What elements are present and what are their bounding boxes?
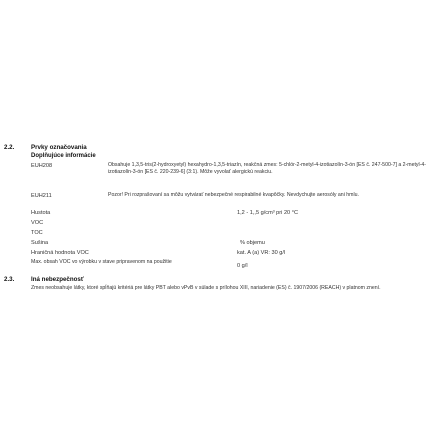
property-label-hranicna-hodnota-voc: Hraničná hodnota VOC [31,250,89,256]
section-2-3-text: Zmes neobsahuje látky, ktoré spĺňajú kritériá pre látky PBT alebo vPvB v súlade s prílohou XIII, nariadenie (ES) č. 1907/2006 (REACH) v platnom znení. [31,285,381,291]
property-value-hustota: 1,2 - 1,,5 g/cm³ pri 20 °C [237,210,298,216]
section-2-3-number: 2.3. [4,276,15,283]
section-2-3-title: Iná nebezpečnosť [31,276,84,283]
property-label-toc: TOC [31,230,43,236]
section-2-2-title: Prvky označovania [31,144,87,151]
property-label-hustota: Hustota [31,210,51,216]
property-value-max-obsah-voc: 0 g/l [237,263,248,269]
property-label-voc: VOC [31,220,44,226]
property-label-max-obsah-voc: Max. obsah VOC vo výrobku v stave pripravenom na použitie [31,259,172,265]
euh211-code: EUH211 [31,193,52,199]
property-value-hranicna-hodnota-voc: kat. A (a) VR: 30 g/l [237,250,286,256]
euh208-code: EUH208 [31,163,53,169]
section-2-2-subtitle: Doplňujúce informácie [31,153,96,159]
section-2-2-number: 2.2. [4,144,15,151]
property-label-susina: Sušina [31,240,49,246]
euh208-text: Obsahuje 1,3,5-tris(2-hydroxyetyl) hexahydro-1,3,5-triazín, reakčná zmes: 5-chlór-2-metyl-4-izotiazolín-3-ón [ES č. 247-500-7] a 2-metyl-4-izotiazolín-3-ón [ES č. 220-239-6] (3:1). Môže vyvolať alergickú reakciu. [108,162,427,176]
property-value-susina: % objemu [240,240,265,246]
euh211-text: Pozor! Pri rozprašovaní sa môžu vytvárať nebezpečné respirabilné kvapôčky. Nevdychujte aerosóly ani hmlu. [108,192,359,198]
